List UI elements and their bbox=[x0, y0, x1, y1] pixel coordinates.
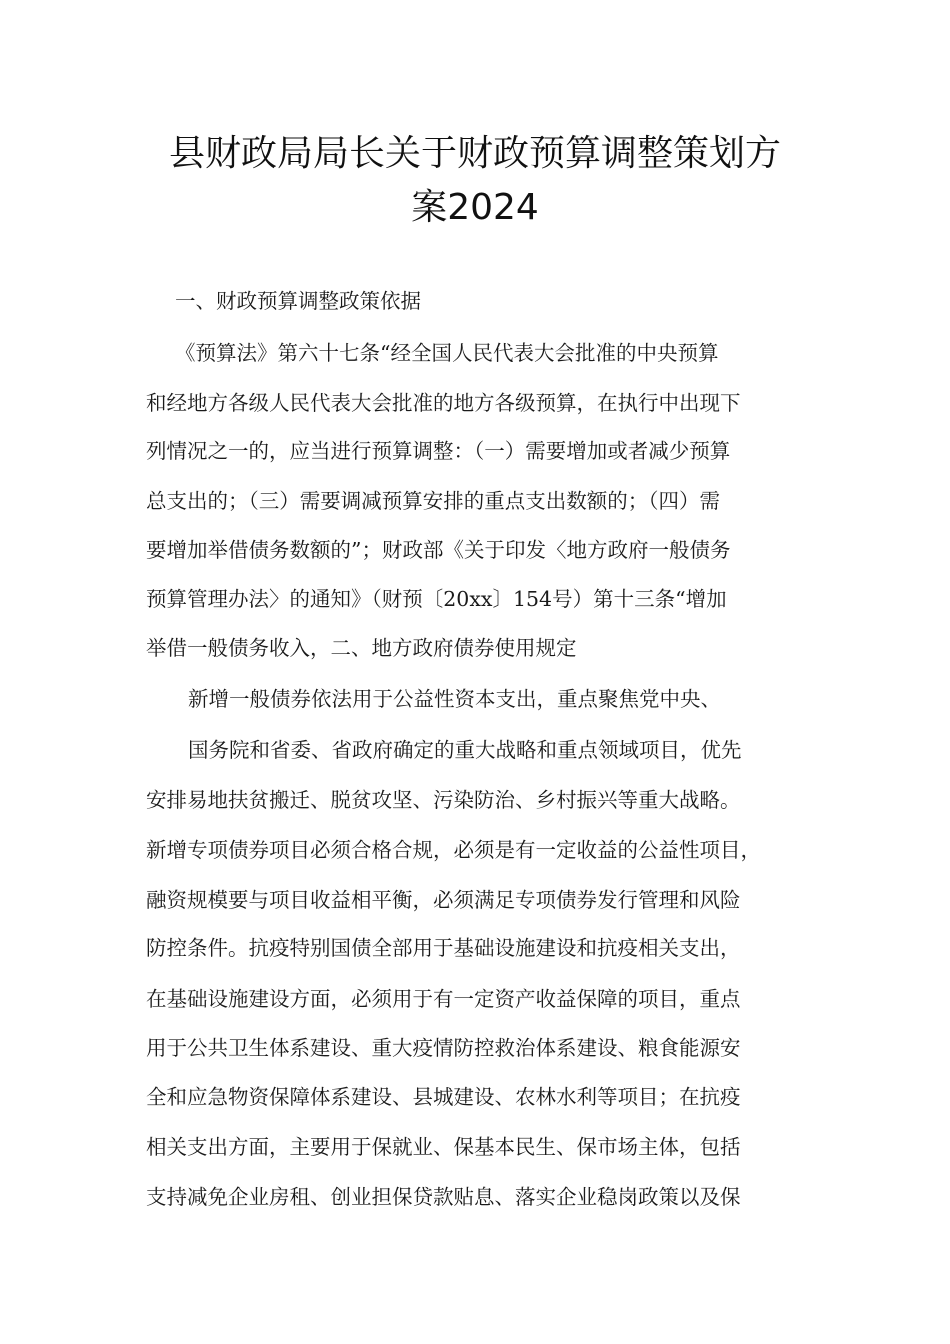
paragraph-line: 和经地方各级人民代表大会批准的地方各级预算，在执行中出现下 bbox=[146, 391, 741, 415]
paragraph-line: 全和应急物资保障体系建设、县城建设、农林水利等项目；在抗疫 bbox=[146, 1085, 741, 1109]
paragraph-line: 融资规模要与项目收益相平衡，必须满足专项债券发行管理和风险 bbox=[146, 888, 741, 912]
document-title-line-2: 案2024 bbox=[411, 187, 539, 228]
paragraph-line: 总支出的；（三）需要调减预算安排的重点支出数额的；（四）需 bbox=[146, 489, 720, 513]
paragraph-line: 相关支出方面，主要用于保就业、保基本民生、保市场主体，包括 bbox=[146, 1135, 741, 1159]
paragraph-line: 新增一般债券依法用于公益性资本支出，重点聚焦党中央、 bbox=[188, 687, 721, 711]
paragraph-line: 支持减免企业房租、创业担保贷款贴息、落实企业稳岗政策以及保 bbox=[146, 1185, 741, 1209]
paragraph-line: 举借一般债务收入，二、地方政府债券使用规定 bbox=[146, 636, 577, 660]
section-heading: 一、财政预算调整政策依据 bbox=[175, 289, 421, 313]
paragraph-line: 在基础设施建设方面，必须用于有一定资产收益保障的项目，重点 bbox=[146, 987, 741, 1011]
paragraph-line: 国务院和省委、省政府确定的重大战略和重点领域项目，优先 bbox=[188, 738, 742, 762]
paragraph-line: 列情况之一的，应当进行预算调整：（一）需要增加或者减少预算 bbox=[146, 439, 731, 463]
document-title-line-1: 县财政局局长关于财政预算调整策划方 bbox=[168, 133, 781, 174]
paragraph-line: 安排易地扶贫搬迁、脱贫攻坚、污染防治、乡村振兴等重大战略。 bbox=[146, 788, 741, 812]
paragraph-line: 防控条件。抗疫特别国债全部用于基础设施建设和抗疫相关支出， bbox=[146, 936, 741, 960]
paragraph-line: 用于公共卫生体系建设、重大疫情防控救治体系建设、粮食能源安 bbox=[146, 1036, 741, 1060]
paragraph-line: 《预算法》第六十七条“经全国人民代表大会批准的中央预算 bbox=[175, 341, 719, 365]
paragraph-line: 预算管理办法〉的通知》（财预〔20xx〕154号）第十三条“增加 bbox=[146, 587, 727, 611]
paragraph-line: 新增专项债券项目必须合格合规，必须是有一定收益的公益性项目， bbox=[146, 838, 761, 862]
paragraph-line: 要增加举借债务数额的”；财政部《关于印发〈地方政府一般债务 bbox=[146, 538, 731, 562]
